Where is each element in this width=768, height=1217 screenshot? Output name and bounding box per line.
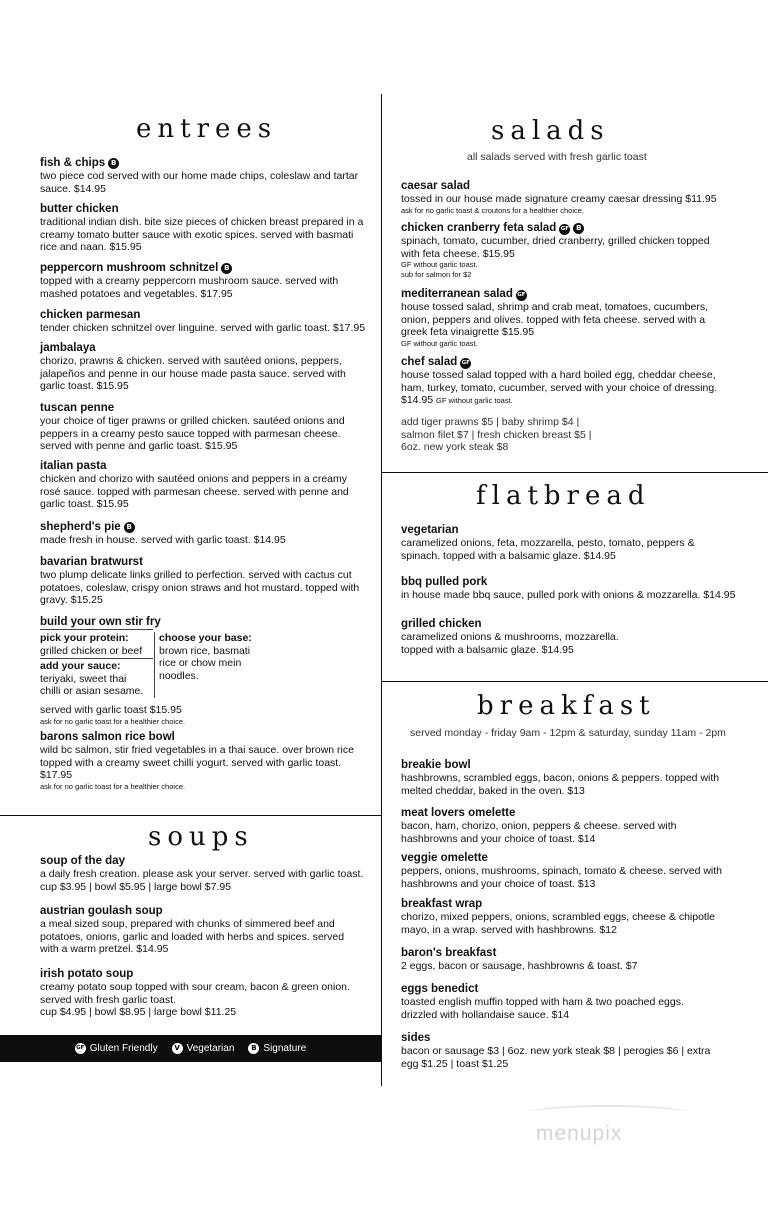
menu-item: chef salad GF house tossed salad topped with a hard boiled egg, cheddar cheese, ham, turkey, tomato, cucumber, served with your choice of dressing. $14.95 GF without garlic toast. — [401, 356, 718, 407]
menu-item: caesar salad tossed in our house made signature creamy caesar dressing $11.95 ask for no garlic toast & croutons for a healthier choice. — [401, 180, 717, 215]
flatbread-title: flatbread — [476, 481, 651, 511]
stir-fry-sauce: add your sauce: teriyaki, sweet thai chilli or asian sesame. — [40, 660, 144, 698]
menu-item: bavarian bratwurst two plump delicate links grilled to perfection. served with cactus cut potatoes, coleslaw, crispy onion straws and hot mustard. topped with gravy. $15.25 — [40, 556, 360, 607]
menu-item: soup of the day a daily fresh creation. please ask your server. served with garlic toast. cup $3.95 | bowl $5.95 | large bowl $7.95 — [40, 855, 364, 893]
salads-flatbread-divider — [382, 472, 768, 473]
signature-icon: B — [248, 1043, 259, 1054]
legend-gluten-friendly: GF Gluten Friendly — [76, 1043, 158, 1054]
stir-fry-base: choose your base: brown rice, basmati rice or chow mein noodles. — [159, 632, 252, 682]
menu-item: irish potato soup creamy potato soup topped with sour cream, bacon & green onion. served with fresh garlic toast. cup $4.95 | bowl $8.95 | large bowl $11.25 — [40, 968, 350, 1019]
menu-item: tuscan penne your choice of tiger prawns or grilled chicken. sautéed onions and peppers in a creamy pesto sauce topped with parmesan cheese. served with penne and garlic toast. $15.95 — [40, 402, 345, 453]
menu-item: veggie omelette peppers, onions, mushrooms, spinach, tomato & cheese. served with hashbrowns and your choice of toast. $13 — [401, 852, 722, 890]
menu-item: sides bacon or sausage $3 | 6oz. new york steak $8 | perogies $6 | extra egg $1.25 | toast $1.25 — [401, 1032, 711, 1070]
gluten-friendly-icon: GF — [559, 224, 570, 235]
stir-fry-column-divider — [154, 632, 155, 698]
menu-item: austrian goulash soup a meal sized soup, prepared with chunks of simmered beef and potatoes, onions, garlic and loaded with herbs and spices. served with a warm pretzel. $14.95 — [40, 905, 345, 956]
menu-item: chicken parmesan tender chicken schnitzel over linguine. served with garlic toast. $17.95 — [40, 309, 366, 334]
breakfast-title: breakfast — [477, 691, 656, 721]
signature-icon: B — [108, 158, 119, 169]
flatbread-breakfast-divider — [382, 681, 768, 682]
menu-item: vegetarian caramelized onions, feta, mozzarella, pesto, tomato, peppers & spinach. topped with a balsamic glaze. $14.95 — [401, 524, 695, 562]
legend-vegetarian: V Vegetarian — [172, 1043, 235, 1054]
stir-fry-protein: pick your protein: grilled chicken or beef — [40, 632, 143, 657]
salads-title: salads — [491, 116, 610, 146]
menu-item: baron's breakfast 2 eggs, bacon or sausage, hashbrowns & toast. $7 — [401, 947, 638, 972]
salad-addons: add tiger prawns $5 | baby shrimp $4 | salmon filet $7 | fresh chicken breast $5 | 6oz. new york steak $8 — [401, 416, 592, 454]
stir-fry-price: served with garlic toast $15.95 ask for no garlic toast for a healthier choice. — [40, 704, 186, 726]
menu-item: breakie bowl hashbrowns, scrambled eggs, bacon, onions & peppers. topped with melted cheddar, baked in the oven. $13 — [401, 759, 720, 797]
watermark-arc — [528, 1105, 688, 1121]
menu-item: butter chicken traditional indian dish. bite size pieces of chicken breast prepared in a creamy tomato butter sauce with exotic spices. served with basmati rice and naan. $15.95 — [40, 203, 364, 254]
signature-icon: B — [124, 522, 135, 533]
menu-item: mediterranean salad GF house tossed salad, shrimp and crab meat, tomatoes, cucumbers, onion, peppers and olives. topped with feta cheese. served with a greek feta vinaigrette $15.95 GF without garlic toast. — [401, 288, 708, 348]
watermark: menupix — [536, 1122, 623, 1145]
vegetarian-icon: V — [172, 1043, 183, 1054]
gluten-friendly-icon: GF — [516, 290, 527, 301]
entrees-title: entrees — [136, 114, 278, 144]
menu-item: chicken cranberry feta salad GF B spinach, tomato, cucumber, dried cranberry, grilled chicken topped with feta cheese. $15.95 GF without garlic toast. sub for salmon for $2 — [401, 222, 710, 279]
menu-item: fish & chips B two piece cod served with our home made chips, coleslaw and tartar sauce. $14.95 — [40, 157, 359, 195]
menu-item: grilled chicken caramelized onions & mushrooms, mozzarella. topped with a balsamic glaze. $14.95 — [401, 618, 619, 656]
menu-item: italian pasta chicken and chorizo with sautéed onions and peppers in a creamy rosé sauce. topped with parmesan cheese. served with penne and garlic toast. $15.95 — [40, 460, 349, 511]
menu-item: bbq pulled pork in house made bbq sauce, pulled pork with onions & mozzarella. $14.95 — [401, 576, 736, 601]
stir-fry-underline — [40, 629, 153, 630]
signature-icon: B — [221, 263, 232, 274]
menu-item: breakfast wrap chorizo, mixed peppers, onions, scrambled eggs, cheese & chipotle mayo, in a wrap. served with hashbrowns. $12 — [401, 898, 716, 936]
stir-fry-divider — [40, 658, 153, 659]
menu-item: peppercorn mushroom schnitzel B topped with a creamy peppercorn mushroom sauce. served with mashed potatoes and vegetables. $17.95 — [40, 262, 339, 300]
stir-fry-title: build your own stir fry — [40, 616, 161, 628]
gluten-friendly-icon: GF — [75, 1043, 86, 1054]
gluten-friendly-icon: GF — [460, 358, 471, 369]
menu-item: eggs benedict toasted english muffin topped with ham & two poached eggs. drizzled with hollandaise sauce. $14 — [401, 983, 684, 1021]
menu-item: shepherd's pie B made fresh in house. served with garlic toast. $14.95 — [40, 521, 286, 546]
signature-icon: B — [573, 223, 584, 234]
menu-item: jambalaya chorizo, prawns & chicken. served with sautéed onions, peppers, jalapeños and penne in our house made pasta sauce. served with garlic toast. $15.95 — [40, 342, 346, 393]
entrees-soups-divider — [0, 815, 381, 816]
salads-subtitle: all salads served with fresh garlic toast — [467, 151, 647, 163]
column-divider — [381, 94, 382, 1086]
soups-title: soups — [148, 822, 254, 852]
legend-bar — [0, 1035, 381, 1062]
menu-item: meat lovers omelette bacon, ham, chorizo, onion, peppers & cheese. served with hashbrowns and your choice of toast. $14 — [401, 807, 677, 845]
legend-signature: B Signature — [248, 1043, 306, 1054]
menu-item: barons salmon rice bowl wild bc salmon, stir fried vegetables in a thai sauce. over brown rice topped with a creamy sweet chilli yogurt. served with garlic toast. $17.95 ask for no garlic toast for a healthier choice. — [40, 731, 354, 791]
breakfast-subtitle: served monday - friday 9am - 12pm & saturday, sunday 11am - 2pm — [410, 727, 726, 739]
